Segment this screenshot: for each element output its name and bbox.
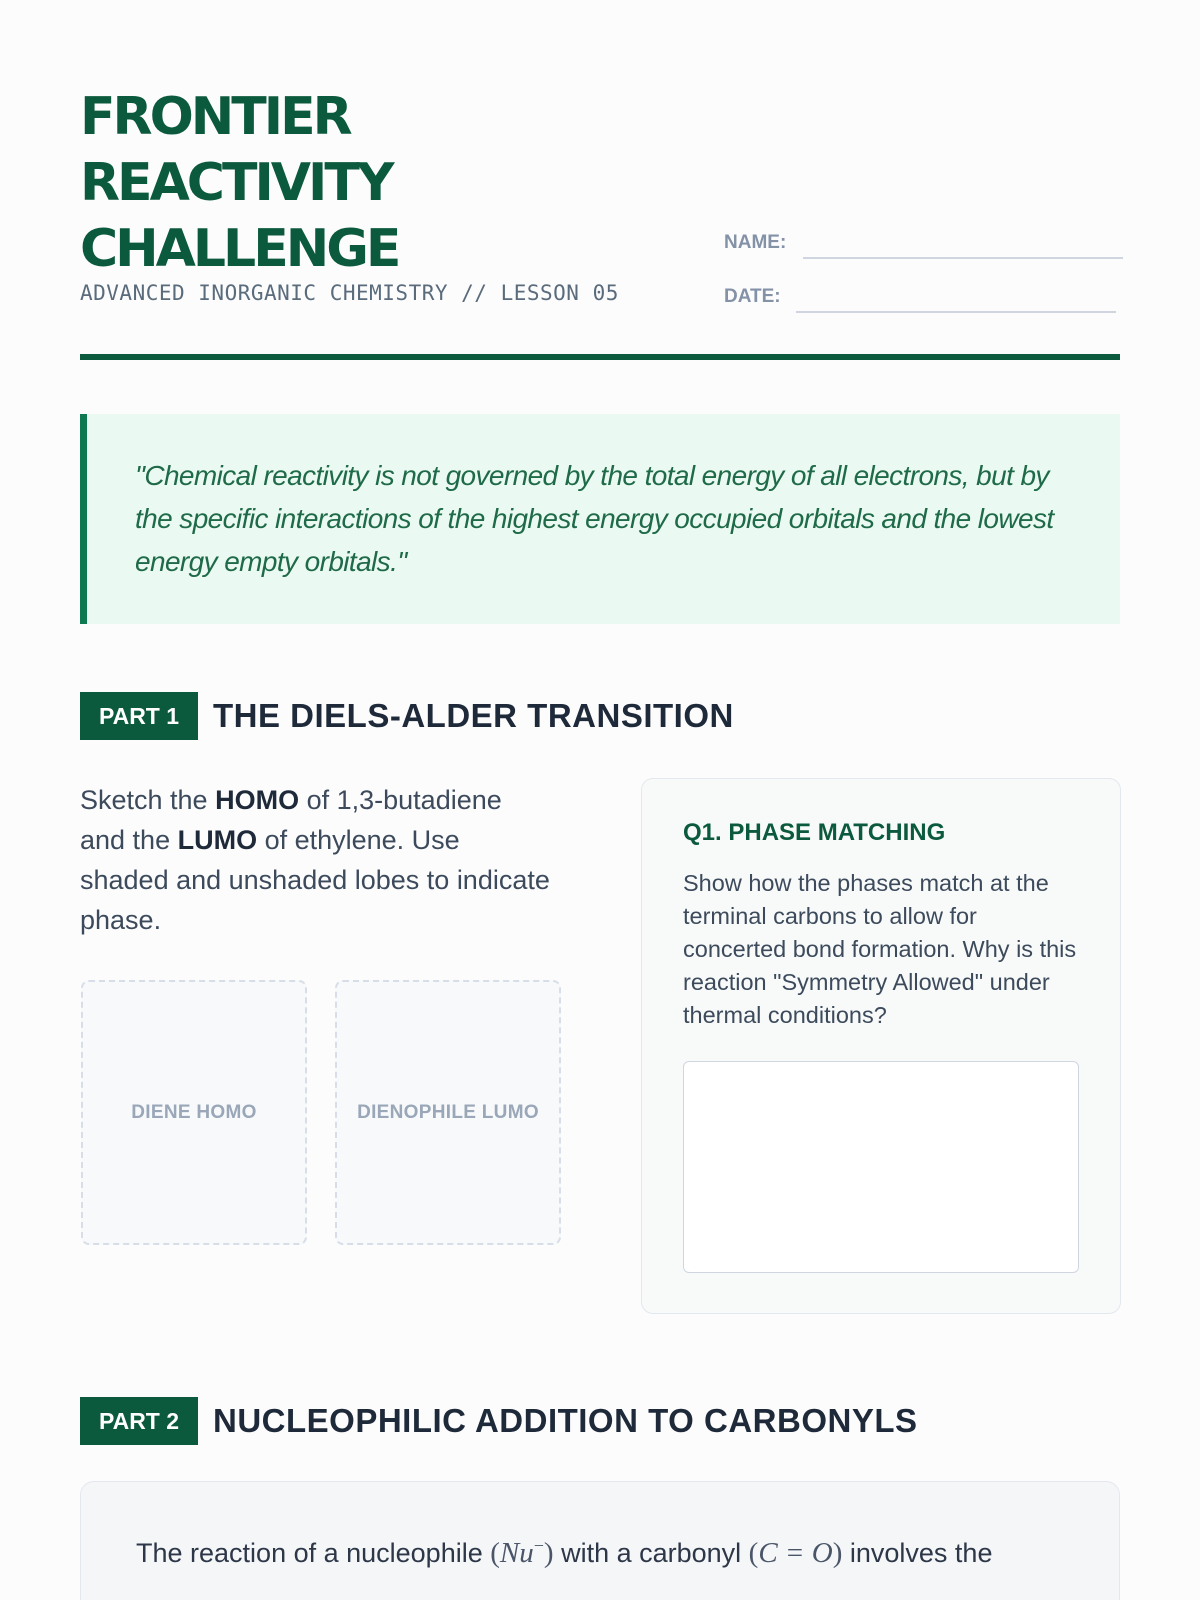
paragraph-text: involves the: [842, 1538, 993, 1568]
name-field[interactable]: [803, 257, 1123, 259]
diene-homo-sketch-area[interactable]: [81, 980, 307, 1245]
part-2-badge: PART 2: [80, 1397, 198, 1445]
quote-callout: [80, 414, 1120, 624]
instruction-text: of 1,3-butadiene and the: [80, 785, 502, 855]
title-line-1: FRONTIER: [80, 87, 350, 147]
carbonyl-symbol: C = O: [758, 1537, 833, 1569]
quote-text: "Chemical reactivity is not governed by the total energy of all electrons, but by the specific interactions of the highest energy occupied orbitals and the lowest energy empty orbitals.": [135, 460, 1054, 577]
sketch-label-dienophile-lumo: DIENOPHILE LUMO: [357, 1101, 539, 1123]
instruction-text: of ethylene. Use shaded and unshaded lobes to indicate phase.: [80, 825, 550, 935]
part-1-instructions: [80, 780, 550, 940]
paragraph-text: The reaction of a nucleophile: [136, 1538, 491, 1568]
part-1-title: THE DIELS-ALDER TRANSITION: [213, 697, 734, 734]
sketch-label-diene-homo: DIENE HOMO: [131, 1101, 257, 1123]
paragraph-text: with a carbonyl: [553, 1538, 749, 1568]
part-1-badge: PART 1: [80, 692, 198, 740]
part-2-title: NUCLEOPHILIC ADDITION TO CARBONYLS: [213, 1402, 918, 1439]
name-label: NAME:: [724, 232, 787, 253]
date-label: DATE:: [724, 286, 781, 307]
worksheet-title: [80, 84, 398, 282]
title-line-3: CHALLENGE: [80, 219, 399, 279]
dienophile-lumo-sketch-area[interactable]: [335, 980, 561, 1245]
header-divider: [80, 354, 1120, 360]
question-body: Show how the phases match at the terminal carbons to allow for concerted bond formation. Why is this reaction "Symmetry Allowed" under thermal conditions?: [683, 870, 1077, 1028]
course-subtitle: ADVANCED INORGANIC CHEMISTRY // LESSON 05: [80, 281, 619, 305]
date-field[interactable]: [796, 311, 1116, 313]
nucleophile-formula: (Nu−): [490, 1535, 554, 1569]
nucleophile-symbol: Nu: [499, 1537, 534, 1569]
answer-textarea[interactable]: [683, 1061, 1079, 1273]
carbonyl-formula: (C = O): [748, 1537, 843, 1569]
part-2-text: [136, 1533, 992, 1573]
lumo-term: LUMO: [177, 825, 258, 855]
homo-term: HOMO: [215, 785, 300, 815]
nucleophile-charge: −: [533, 1535, 544, 1556]
part-2-card: [80, 1481, 1120, 1600]
question-card: [641, 778, 1121, 1314]
title-line-2: REACTIVITY: [80, 153, 392, 213]
question-title: Q1. PHASE MATCHING: [683, 819, 946, 846]
instruction-text: Sketch the: [80, 785, 216, 815]
